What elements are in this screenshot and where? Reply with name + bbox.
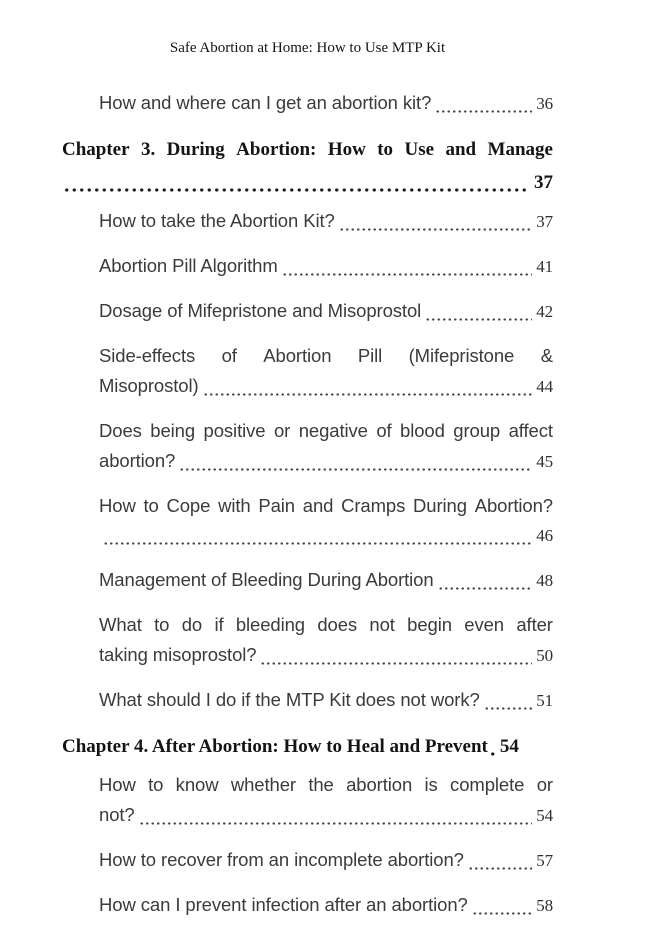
toc-entry-lastline [99,800,553,831]
toc-entry-word: to [143,495,159,516]
page-number: 54 [499,736,519,757]
toc-entry-word: of [221,345,237,366]
toc-entry-word: Pill [357,345,383,366]
toc-entry-word: begin [407,614,452,635]
toc-entry-title: How to take the Abortion Kit? [99,210,335,231]
toc-item-entry [99,88,553,119]
toc-item-entry [99,565,553,596]
toc-entry-word: to [148,774,164,795]
page-number: 37 [536,212,553,231]
toc-entry-word: if [214,614,224,635]
toc-entry-word: not [369,614,395,635]
toc-entry-lastline [99,88,553,119]
toc-entry-title: What should I do if the MTP Kit does not work? [99,689,480,710]
page-number: 50 [536,646,553,665]
toc-entry-word: is [424,774,438,795]
toc-entry-word: Abortion? [474,495,553,516]
dot-leader [472,912,532,915]
toc-entry-word: affect [508,420,553,441]
dot-leader [260,662,532,665]
toc-entry-word: During [413,495,467,516]
toc-item-entry [99,491,553,551]
toc-entry-line [99,341,553,371]
toc-entry-word: Use [404,139,435,160]
toc-entry-title: Abortion Pill Algorithm [99,255,278,276]
toc-entry-lastline [99,206,553,237]
toc-entry-word: During [166,139,225,160]
toc-entry-lastline [99,446,553,477]
toc-item-entry [99,341,553,402]
dot-leader [425,318,532,321]
toc-entry-word: Abortion: [236,139,317,160]
toc-entry-line [99,491,553,521]
toc-entry-title: How can I prevent infection after an abortion? [99,894,468,915]
toc-entry-line [62,133,553,166]
toc-entry-word: Chapter [62,139,130,160]
toc-entry-word: the [308,774,334,795]
toc-chapter-entry [62,133,553,199]
toc-entry-title: taking misoprostol? [99,644,257,665]
toc-entry-word: What [99,614,142,635]
toc-entry-word: positive [203,420,266,441]
toc-entry-title: abortion? [99,450,176,471]
toc-entry-word: even [464,614,504,635]
toc-entry-title: How and where can I get an abortion kit? [99,92,432,113]
page-header-title: Safe Abortion at Home: How to Use MTP Kit [169,40,446,56]
toc-entry-word: after [516,614,553,635]
toc-entry-word: Manage [487,139,553,160]
toc-entry-word: and [445,139,477,160]
page-number: 41 [536,257,553,276]
toc-entry-word: Abortion [263,345,332,366]
toc-entry-word: of [376,420,392,441]
toc-entry-lastline [99,845,553,876]
page-number: 51 [536,691,553,710]
toc-entry-word: know [175,774,219,795]
page-number: 37 [534,172,553,193]
toc-entry-word: complete [450,774,525,795]
toc-entry-title: Chapter 4. After Abortion: How to Heal and Prevent [62,736,488,757]
toc-entry-lastline [62,730,553,763]
toc-entry-title: Misoprostol) [99,375,199,396]
toc-entry-line [99,610,553,640]
dot-leader [203,393,533,396]
page-number: 58 [536,896,553,915]
toc-entry-word: do [181,614,203,635]
toc-entry-word: 3. [140,139,156,160]
toc-entry-word: (Mifepristone [408,345,515,366]
page-number: 48 [536,571,553,590]
dot-leader [484,707,533,710]
toc-entry-word: abortion [346,774,413,795]
toc-entry-word: and [302,495,334,516]
toc-entry-word: bleeding [235,614,305,635]
toc-entry-lastline [99,251,553,282]
dot-leader [63,188,529,192]
toc-entry-word: Cramps [341,495,406,516]
toc-entry-word: or [273,420,291,441]
dot-leader [438,587,533,590]
page-number: 45 [536,452,553,471]
toc-entry-lastline [99,296,553,327]
toc-entry-word: Pain [258,495,295,516]
toc-entry-word: Does [99,420,142,441]
dot-leader [139,822,533,825]
toc-entry-word: with [218,495,251,516]
toc-item-entry [99,890,553,921]
toc-entry-lastline [99,371,553,402]
toc-entry-word: whether [230,774,296,795]
toc-entry-word: negative [298,420,368,441]
toc-entry-lastline [99,521,553,551]
toc-entry-word: Side-effects [99,345,196,366]
toc-entry-lastline [99,685,553,716]
toc-entry-word: does [317,614,358,635]
toc-entry-word: to [154,614,170,635]
toc-entry-lastline [99,640,553,671]
toc-entry-title: How to recover from an incomplete abortion? [99,849,464,870]
toc-entry-word: & [540,345,553,366]
dot-leader [103,542,532,545]
dot-leader [282,273,533,276]
dot-leader [435,110,532,113]
toc-item-entry [99,296,553,327]
toc-entry-lastline [62,166,553,199]
dot-leader [339,228,533,231]
toc-entry-title: not? [99,804,135,825]
page-number: 54 [536,806,553,825]
toc-entry-title: Management of Bleeding During Abortion [99,569,434,590]
toc-entry-word: blood [400,420,445,441]
toc-entry-word: being [150,420,196,441]
toc-entry-word: or [536,774,553,795]
page-number: 36 [536,94,553,113]
toc-item-entry [99,610,553,671]
toc-entry-word: How [99,774,136,795]
page-number: 57 [536,851,553,870]
toc-entry-word: How [327,139,366,160]
toc-entry-word: How [99,495,136,516]
toc-entry-line [99,770,553,800]
toc-entry-word: Cope [166,495,211,516]
toc-item-entry [99,770,553,831]
toc-entry-lastline [99,890,553,921]
page-number: 46 [536,526,553,545]
toc-item-entry [99,416,553,477]
toc-item-entry [99,845,553,876]
dot-leader [468,867,532,870]
dot-leader [489,752,495,756]
toc-entry-word: group [453,420,501,441]
toc-item-entry [99,685,553,716]
toc-chapter-entry [62,730,553,763]
toc-entry-word: to [377,139,394,160]
page-number: 44 [536,377,553,396]
toc-entry-title: Dosage of Mifepristone and Misoprostol [99,300,422,321]
page-number: 42 [536,302,553,321]
toc-entry-lastline [99,565,553,596]
toc-item-entry [99,251,553,282]
toc-item-entry [99,206,553,237]
table-of-contents [62,88,553,921]
dot-leader [179,468,532,471]
toc-entry-line [99,416,553,446]
